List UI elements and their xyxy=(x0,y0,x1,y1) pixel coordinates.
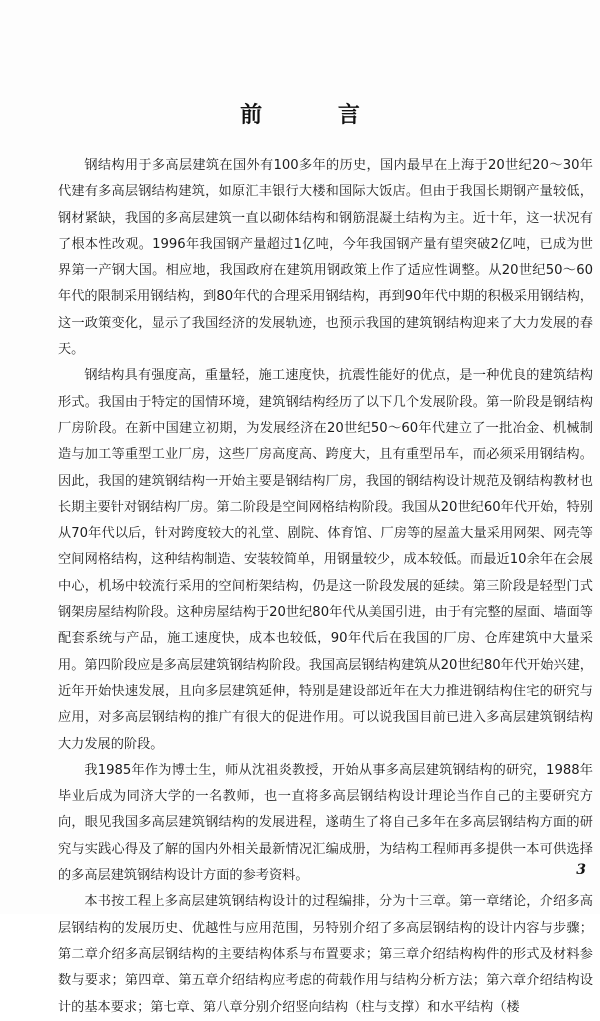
page-title: 前 言 xyxy=(240,103,394,128)
body-text xyxy=(58,153,593,1021)
paragraph-2: 钢结构具有强度高，重量轻，施工速度快，抗震性能好的优点，是一种优良的建筑结构形式。我国由于特定的国情环境，建筑钢结构经历了以下几个发展阶段。第一阶段是钢结构厂房阶段。在新中国建立初期，为发展经济在20世纪50～60年代建立了一批冶金、机械制造与加工等重型工业厂房，这些厂房高度高、跨度大，且有重型吊车，而必须采用钢结构。因此，我国的建筑钢结构一开始主要是钢结构厂房，我国的钢结构设计规范及钢结构教材也长期主要针对钢结构厂房。第二阶段是空间网格结构阶段。我国从20世纪60年代开始，特别从70年代以后，针对跨度较大的礼堂、剧院、体育馆、厂房等的屋盖大量采用网架、网壳等空间网格结构，这种结构制造、安装较简单，用钢量较少，成本较低。而最近10余年在会展中心，机场中较流行采用的空间桁架结构，仍是这一阶段发展的延续。第三阶段是轻型门式钢架房屋结构阶段。这种房屋结构于20世纪80年代从美国引进，由于有完整的屋面、墙面等配套系统与产品，施工速度快，成本也较低，90年代后在我国的厂房、仓库建筑中大量采用。第四阶段应是多高层建筑钢结构阶段。我国高层钢结构建筑从20世纪80年代开始兴建，近年开始快速发展，且向多层建筑延伸，特别是建设部近年在大力推进钢结构住宅的研究与应用，对多高层钢结构的推广有很大的促进作用。可以说我国目前已进入多高层建筑钢结构大力发展的阶段。 xyxy=(58,368,593,752)
paragraph-4: 本书按工程上多高层建筑钢结构设计的过程编排，分为十三章。第一章绪论，介绍多高层钢结构的发展历史、优越性与应用范围，另特别介绍了多高层钢结构的设计内容与步骤；第二章介绍多高层钢结构的主要结构体系与布置要求；第三章介绍结构构件的形式及材料参数与要求；第四章、第五章介绍结构应考虑的荷载作用与结构分析方法；第六章介绍结构设计的基本要求；第七章、第八章分别介绍竖向结构（柱与支撑）和水平结构（楼 xyxy=(58,894,593,1015)
paragraph-3: 我1985年作为博士生，师从沈祖炎教授，开始从事多高层建筑钢结构的研究，1988年毕业后成为同济大学的一名教师，也一直将多高层钢结构设计理论当作自己的主要研究方向，眼见我国多高层建筑钢结构的发展进程，遂萌生了将自己多年在多高层钢结构方面的研究与实践心得及了解的国内外相关最新情况汇编成册，为结构工程师再多提供一本可供选择的多高层建筑钢结构设计方面的参考资料。 xyxy=(58,762,593,884)
paragraph-1: 钢结构用于多高层建筑在国外有100多年的历史，国内最早在上海于20世纪20～30年代建有多高层钢结构建筑，如原汇丰银行大楼和国际大饭店。但由于我国长期钢产量较低，钢材紧缺，我国的多高层建筑一直以砌体结构和钢筋混凝土结构为主。近十年，这一状况有了根本性改观。1996年我国钢产量超过1亿吨，今年我国钢产量有望突破2亿吨，已成为世界第一产钢大国。相应地，我国政府在建筑用钢政策上作了适应性调整。从20世纪50～60年代的限制采用钢结构，到80年代的合理采用钢结构，再到90年代中期的积极采用钢结构，这一政策变化，显示了我国经济的发展轨迹，也预示我国的建筑钢结构迎来了大力发展的春天。 xyxy=(58,158,593,358)
page-number: 3 xyxy=(576,862,586,878)
